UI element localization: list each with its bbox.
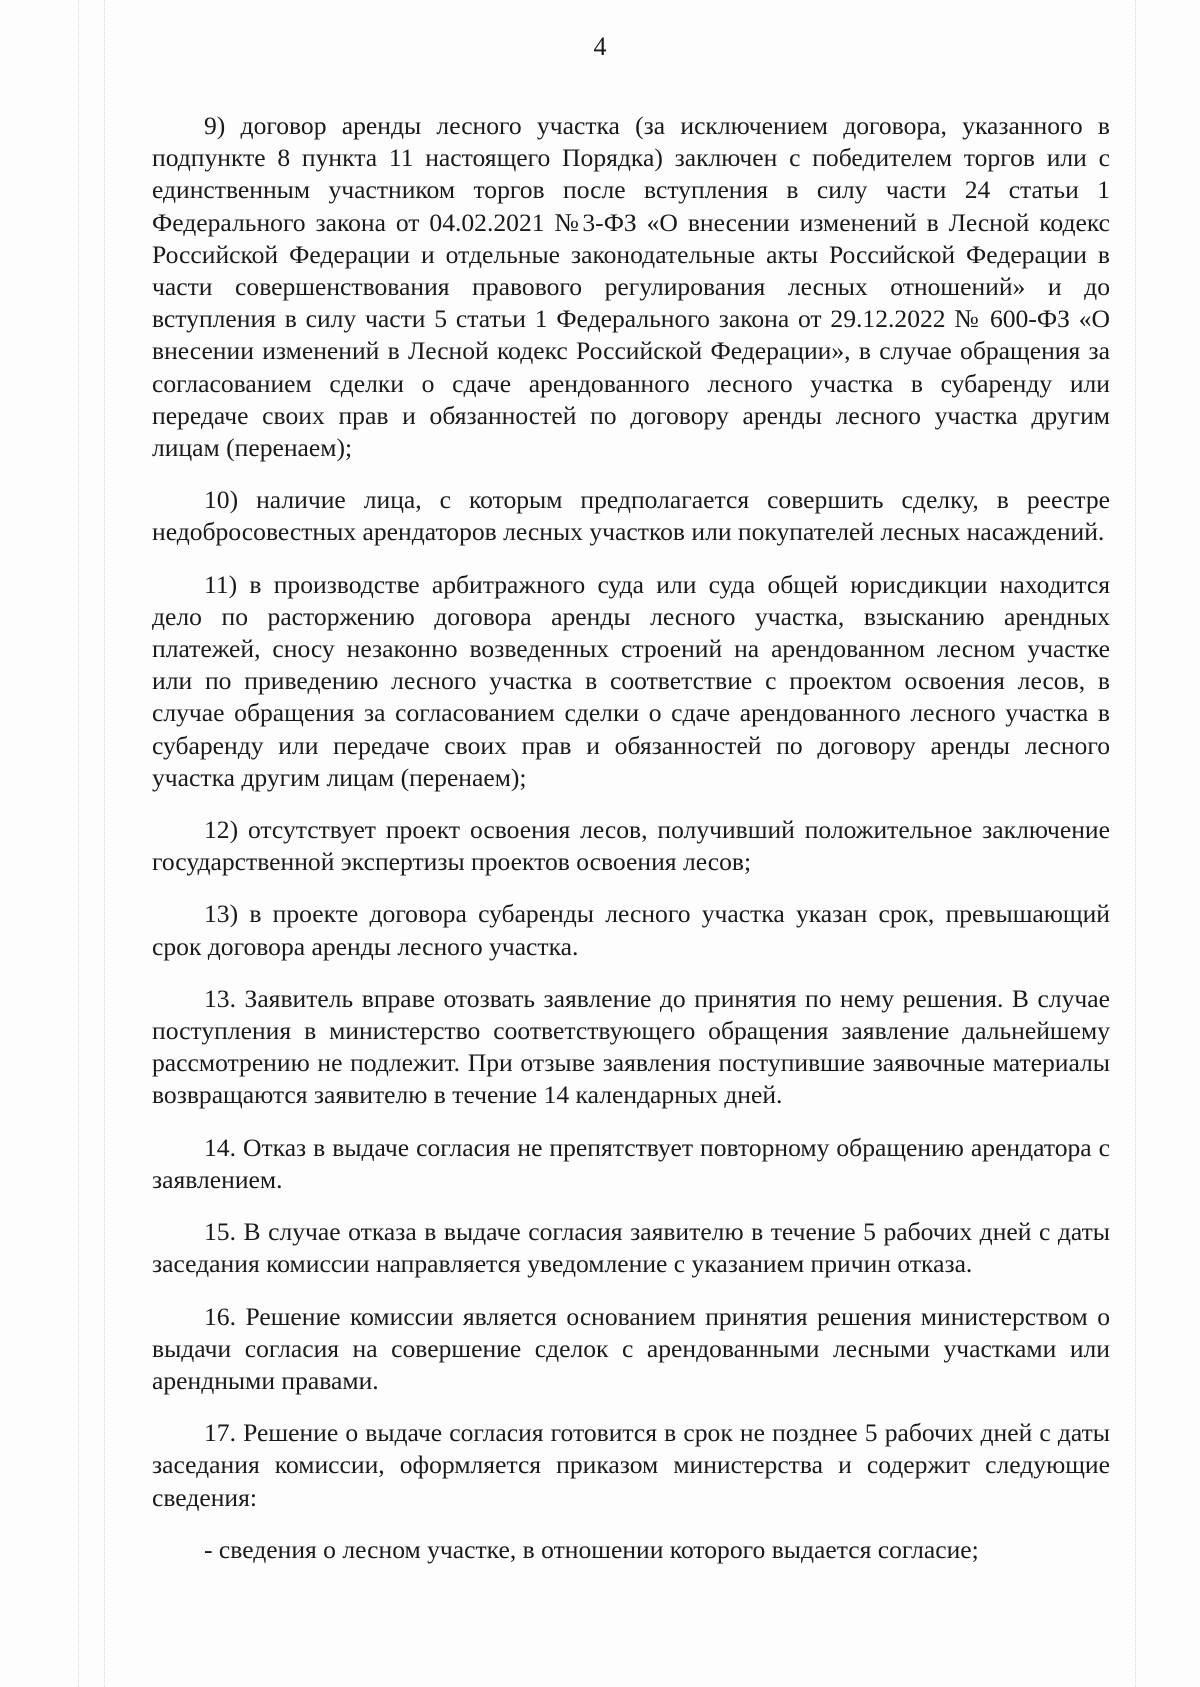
paragraph-item-9: 9) договор аренды лесного участка (за исключением договора, указанного в подпункте 8 пункта 11 настоящего Порядка) заключен с победителем торгов или с единственным участником торгов после вступления в силу части 24 статьи 1 Федерального закона от 04.02.2021 №3-ФЗ «О внесении изменений в Лесной кодекс Российской Федерации и отдельные законодательные акты Российской Федерации в части совершенствования правового регулирования лесных отношений» и до вступления в силу части 5 статьи 1 Федерального закона от 29.12.2022 № 600-ФЗ «О внесении изменений в Лесной кодекс Российской Федерации», в случае обращения за согласованием сделки о сдаче арендованного лесного участка в субаренду или передаче своих прав и обязанностей по договору аренды лесного участка другим лицам (перенаем); [152, 111, 1110, 463]
paragraph-section-13: 13. Заявитель вправе отозвать заявление до принятия по нему решения. В случае поступления в министерство соответствующего обращения заявление дальнейшему рассмотрению не подлежит. При отзыве заявления поступившие заявочные материалы возвращаются заявителю в течение 14 календарных дней. [152, 983, 1110, 1110]
paragraph-section-16: 16. Решение комиссии является основанием принятия решения министерством о выдачи согласия на совершение сделок с арендованными лесными участками или арендными правами. [152, 1301, 1110, 1395]
paragraph-section-15: 15. В случае отказа в выдаче согласия заявителю в течение 5 рабочих дней с даты заседания комиссии направляется уведомление с указанием причин отказа. [152, 1217, 1110, 1279]
paragraph-item-11: 11) в производстве арбитражного суда или суда общей юрисдикции находится дело по расторжению договора аренды лесного участка, взысканию арендных платежей, сносу незаконно возведенных строений на арендованном лесном участке или по приведению лесного участка в соответствие с проектом освоения лесов, в случае обращения за согласованием сделки о сдаче арендованного лесного участка в субаренду или передаче своих прав и обязанностей по договору аренды лесного участка другим лицам (перенаем); [152, 569, 1110, 792]
paragraph-section-17: 17. Решение о выдаче согласия готовится в срок не позднее 5 рабочих дней с даты заседания комиссии, оформляется приказом министерства и содержит следующие сведения: [152, 1418, 1110, 1512]
page-number: 4 [593, 32, 607, 61]
scan-artifact-line [1135, 0, 1137, 1687]
paragraph-item-13: 13) в проекте договора субаренды лесного участка указан срок, превышающий срок договора аренды лесного участка. [152, 899, 1110, 961]
paragraph-section-14: 14. Отказ в выдаче согласия не препятствует повторному обращению арендатора с заявлением. [152, 1132, 1110, 1194]
paragraph-item-10: 10) наличие лица, с которым предполагается совершить сделку, в реестре недобросовестных арендаторов лесных участков или покупателей лесных насаждений. [152, 485, 1110, 547]
scan-artifact-line [78, 0, 80, 1687]
paragraph-list-item: - сведения о лесном участке, в отношении которого выдается согласие; [204, 1534, 979, 1564]
document-body [152, 110, 1110, 1586]
paragraph-item-12: 12) отсутствует проект освоения лесов, получивший положительное заключение государственной экспертизы проектов освоения лесов; [152, 815, 1110, 877]
scan-artifact-line [104, 0, 106, 1687]
